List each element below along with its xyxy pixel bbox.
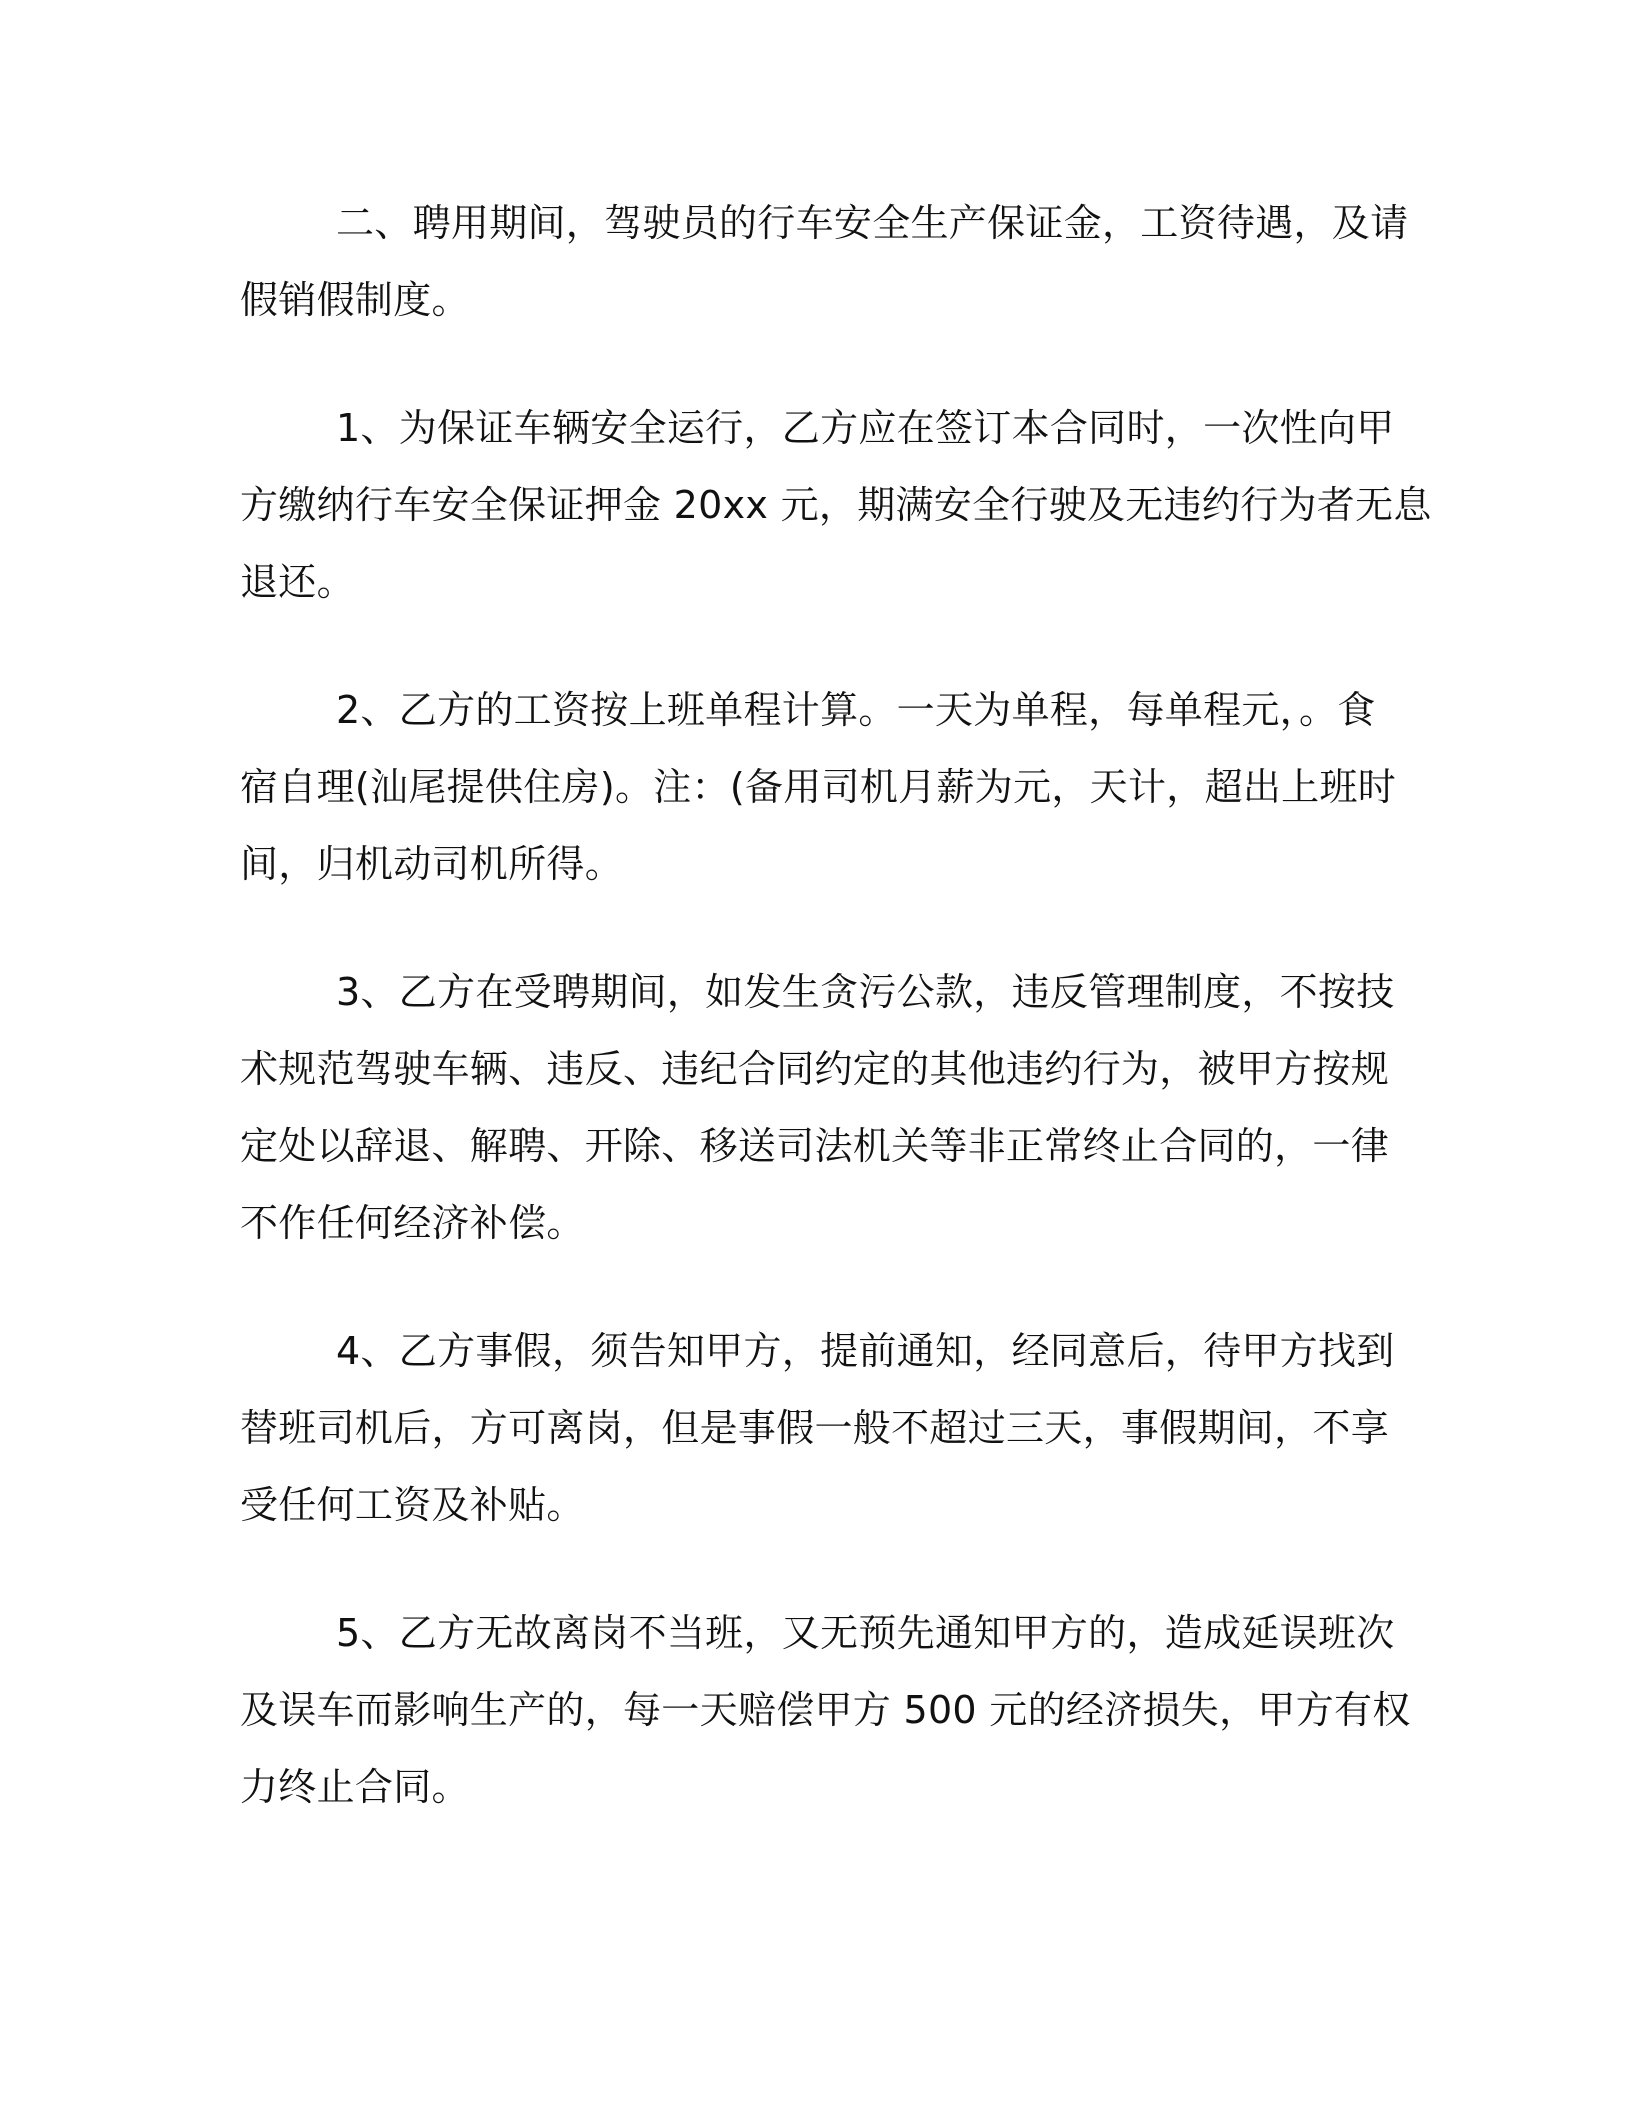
paragraph-section-2 [240,185,1409,339]
document-body [240,185,1432,1877]
text-line: 替班司机后，方可离岗，但是事假一般不超过三天，事假期间，不享 [240,1406,1390,1450]
text-line: 定处以辞退、解聘、开除、移送司法机关等非正常终止合同的，一律 [240,1124,1390,1168]
text-line: 方缴纳行车安全保证押金 20xx 元，期满安全行驶及无违约行为者无息 [240,483,1432,527]
paragraph-item-4 [240,1313,1395,1544]
paragraph-item-1 [240,390,1432,621]
text-line: 间，归机动司机所得。 [240,842,624,886]
text-line: 术规范驾驶车辆、违反、违纪合同约定的其他违约行为，被甲方按规 [240,1047,1390,1091]
text-line: 二、聘用期间，驾驶员的行车安全生产保证金，工资待遇，及请 [336,201,1409,245]
text-line: 受任何工资及补贴。 [240,1483,585,1527]
text-line: 2、乙方的工资按上班单程计算。一天为单程，每单程元，。食 [336,688,1376,732]
text-line: 宿自理(汕尾提供住房)。注：(备用司机月薪为元，天计，超出上班时 [240,765,1397,809]
text-line: 及误车而影响生产的，每一天赔偿甲方 500 元的经济损失，甲方有权 [240,1688,1411,1732]
text-line: 退还。 [240,560,355,604]
paragraph-item-2 [240,672,1397,903]
text-line: 4、乙方事假，须告知甲方，提前通知，经同意后，待甲方找到 [336,1329,1395,1373]
text-line: 假销假制度。 [240,278,470,322]
text-line: 不作任何经济补偿。 [240,1201,585,1245]
text-line: 3、乙方在受聘期间，如发生贪污公款，违反管理制度，不按技 [336,970,1395,1014]
text-line: 5、乙方无故离岗不当班，又无预先通知甲方的，造成延误班次 [336,1611,1395,1655]
text-line: 力终止合同。 [240,1765,470,1809]
text-line: 1、为保证车辆安全运行，乙方应在签订本合同时，一次性向甲 [336,406,1395,450]
paragraph-item-5 [240,1595,1411,1826]
paragraph-item-3 [240,954,1395,1262]
